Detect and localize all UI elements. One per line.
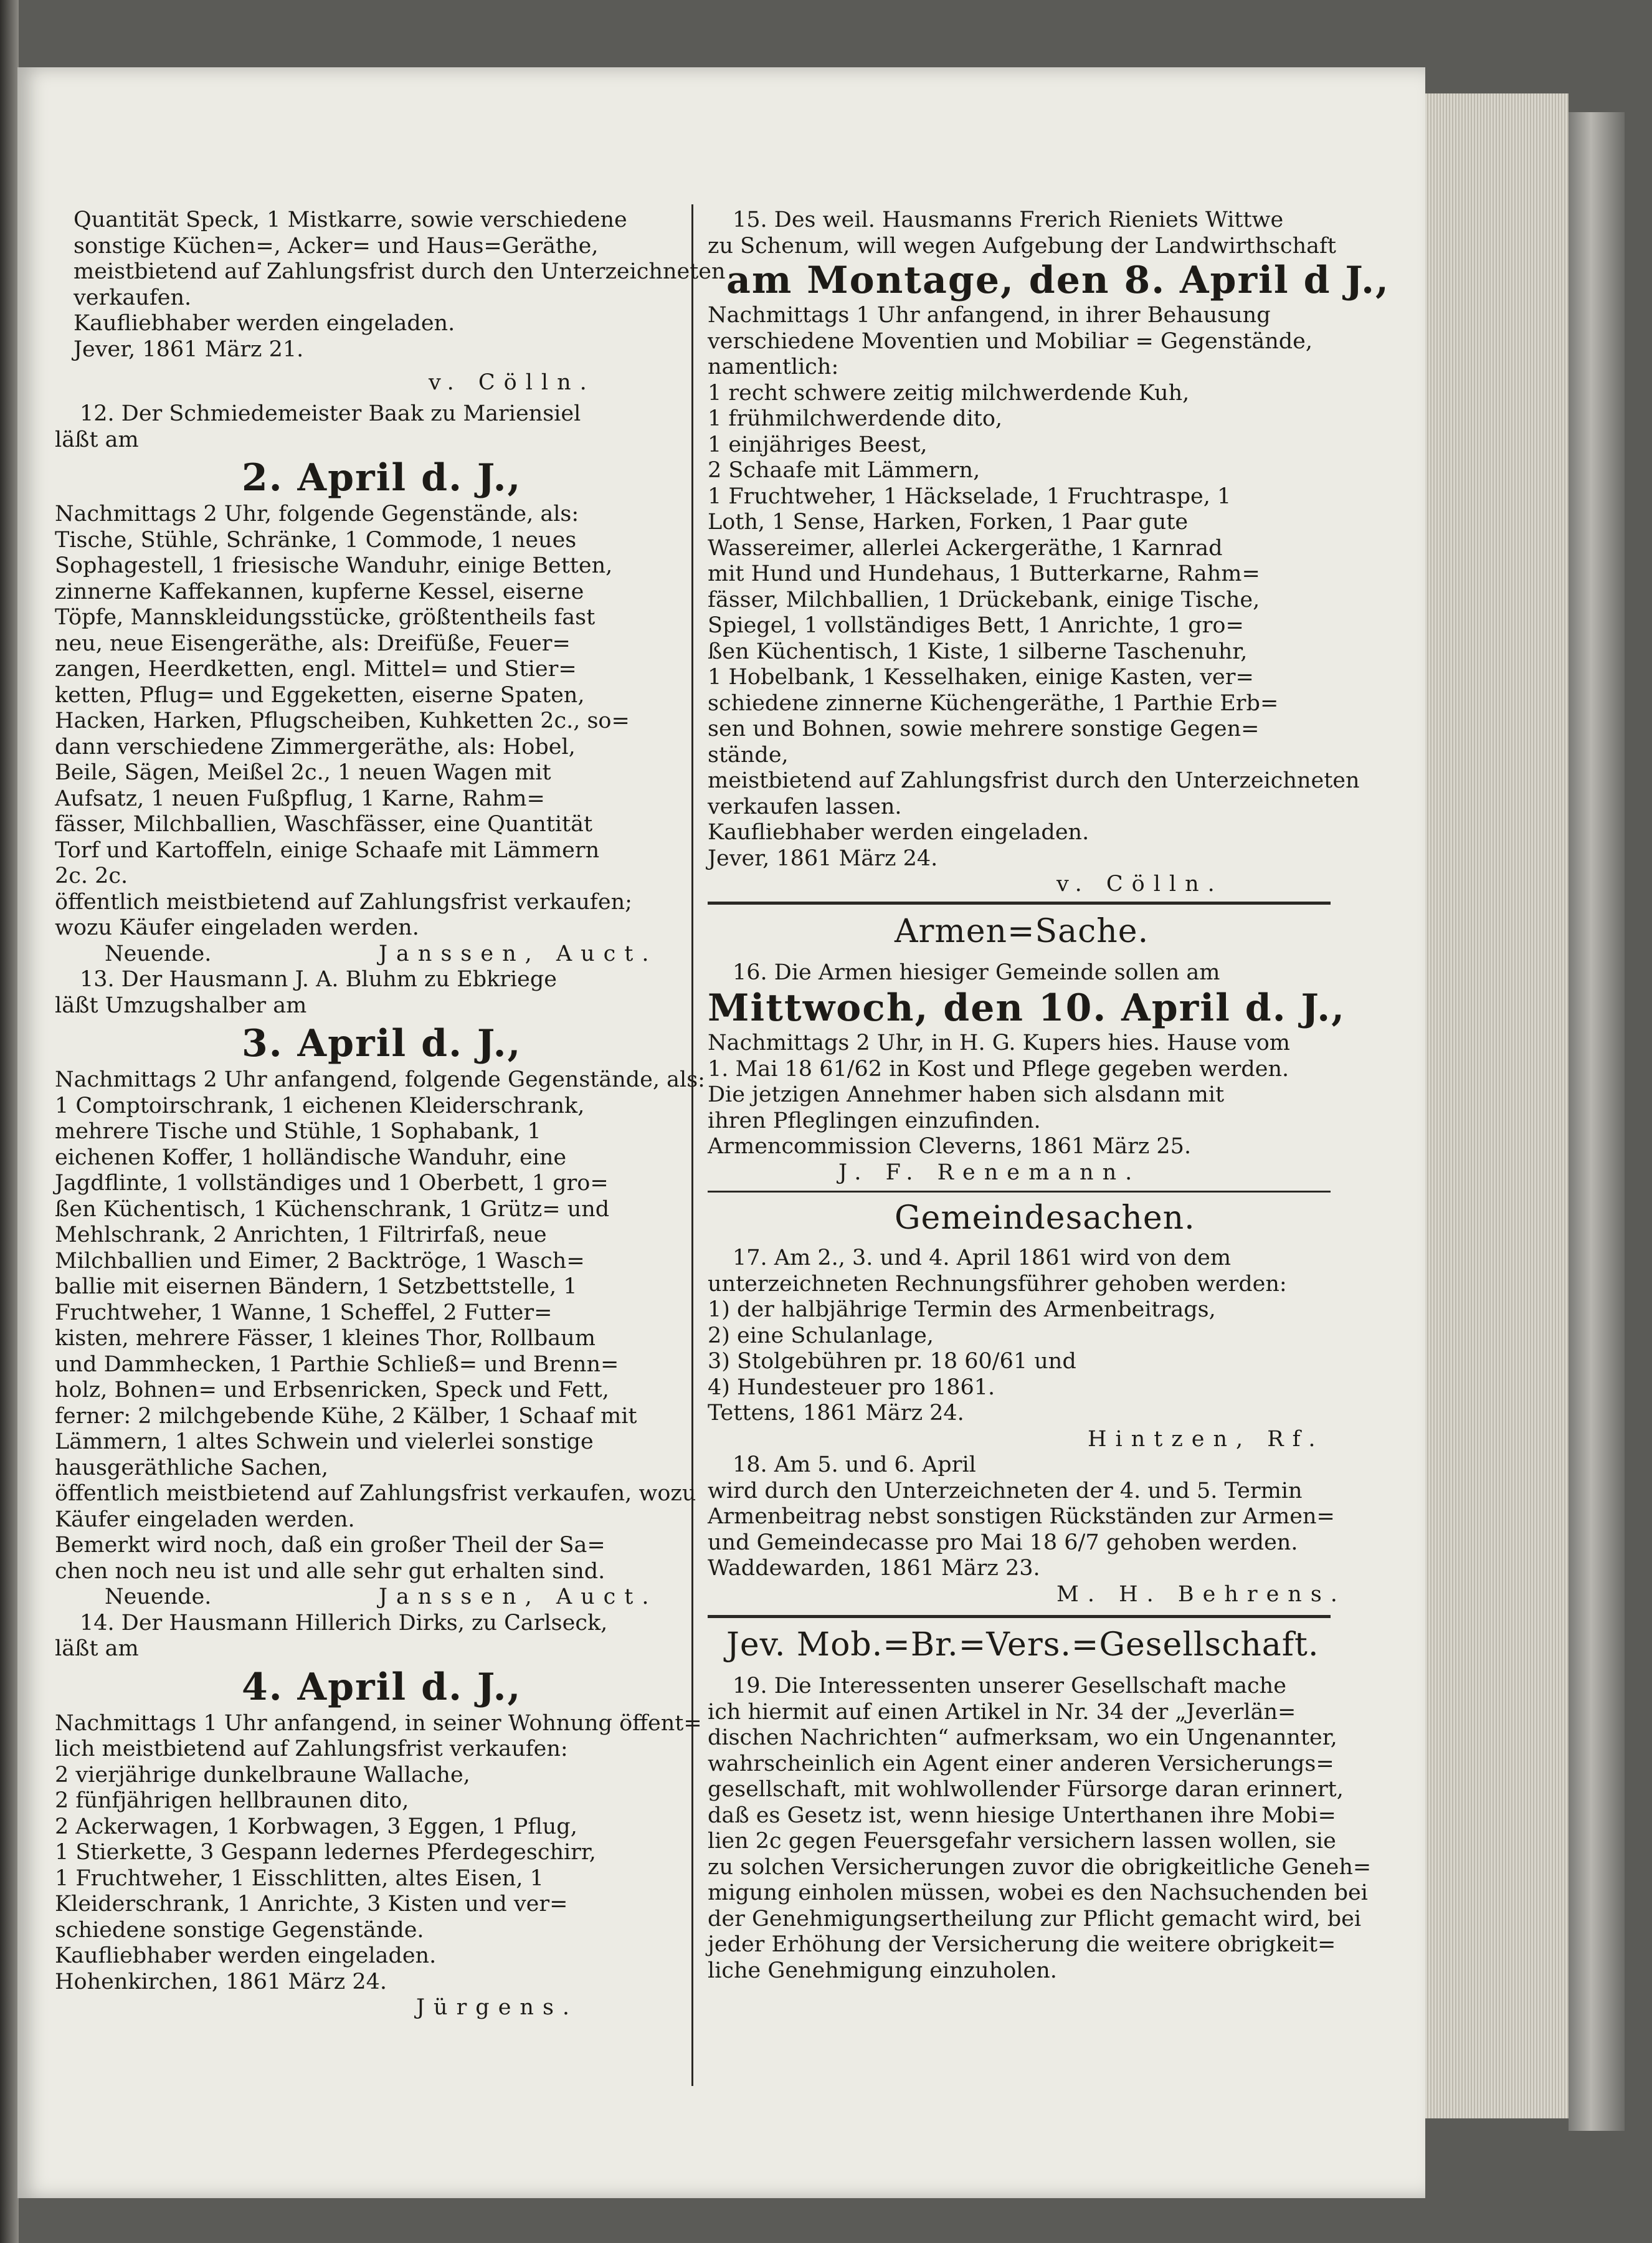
- ad-text: schiedene zinnerne Küchengeräthe, 1 Parthie Erb=: [708, 690, 1279, 716]
- ad-text: wird durch den Unterzeichneten der 4. und 5. Termin: [708, 1478, 1303, 1503]
- ad-text: zu solchen Versicherungen zuvor die obrigkeitliche Geneh=: [708, 1854, 1372, 1880]
- ad-text: läßt am: [55, 1636, 139, 1661]
- ad-text: Nachmittags 2 Uhr, folgende Gegenstände, als:: [55, 502, 579, 526]
- ad-text: holz, Bohnen= und Erbsenricken, Speck und Fett,: [55, 1378, 609, 1402]
- ad-text: Nachmittags 2 Uhr, in H. G. Kupers hies. Hause vom: [708, 1031, 1290, 1055]
- page-edges: [1425, 93, 1569, 2118]
- ad-text: Sophagestell, 1 friesische Wanduhr, einige Betten,: [55, 553, 613, 578]
- ad-text: 1 recht schwere zeitig milchwerdende Kuh,: [708, 380, 1190, 406]
- ad-text: Hacken, Harken, Pflugscheiben, Kuhketten 2c., so=: [55, 708, 630, 733]
- ad-text: und Dammhecken, 1 Parthie Schließ= und Brenn=: [55, 1351, 619, 1377]
- ad-text: 19. Die Interessenten unserer Gesellschaft mache: [733, 1674, 1286, 1698]
- ad-text: 2 fünfjährigen hellbraunen dito,: [55, 1788, 409, 1813]
- signature: J. F. Renemann.: [838, 1160, 1141, 1185]
- ad-text: ich hiermit auf einen Artikel in Nr. 34 der „Jeverlän=: [708, 1699, 1296, 1725]
- auction-date: am Montage, den 8. April d J.,: [726, 259, 1390, 302]
- ad-text: 12. Der Schmiedemeister Baak zu Mariensiel: [80, 401, 581, 426]
- ad-text: Waddewarden, 1861 März 23.: [708, 1556, 1040, 1581]
- ad-text: Kaufliebhaber werden eingeladen.: [74, 311, 455, 336]
- ad-text: ßen Küchentisch, 1 Küchenschrank, 1 Grütz= und: [55, 1196, 610, 1222]
- section-rule: [708, 902, 1331, 905]
- ad-text: wahrscheinlich ein Agent einer anderen Versicherungs=: [708, 1751, 1334, 1776]
- ad-text: fässer, Milchballien, Waschfässer, eine Quantität: [55, 812, 593, 837]
- ad-text: Töpfe, Mannskleidungsstücke, größtentheils fast: [55, 605, 596, 630]
- ad-text: Nachmittags 2 Uhr anfangend, folgende Gegenstände, als:: [55, 1067, 705, 1092]
- ad-text: ferner: 2 milchgebende Kühe, 2 Kälber, 1 Schaaf mit: [55, 1403, 637, 1429]
- ad-text: läßt am: [55, 427, 139, 452]
- section-rule: [708, 1191, 1331, 1193]
- ad-text: chen noch neu ist und alle sehr gut erhalten sind.: [55, 1558, 605, 1584]
- ad-text: 1 einjähriges Beest,: [708, 432, 928, 457]
- ad-text: 1 Hobelbank, 1 Kesselhaken, einige Kasten, ver=: [708, 665, 1254, 690]
- ad-text: zinnerne Kaffekannen, kupferne Kessel, eiserne: [55, 579, 584, 604]
- ad-text: Jagdflinte, 1 vollständiges und 1 Oberbett, 1 gro=: [55, 1171, 609, 1196]
- signature: Jürgens.: [416, 1995, 579, 2020]
- section-heading: Gemeindesachen.: [895, 1199, 1195, 1237]
- signature: v. Cölln.: [1056, 872, 1223, 897]
- ad-text: 17. Am 2., 3. und 4. April 1861 wird von dem: [733, 1245, 1232, 1270]
- ad-text: Jever, 1861 März 24.: [708, 845, 938, 871]
- ad-text: sonstige Küchen=, Acker= und Haus=Geräthe,: [74, 233, 599, 259]
- ad-heading: 18. Am 5. und 6. April: [733, 1452, 976, 1477]
- ad-text: Die jetzigen Annehmer haben sich alsdann mit: [708, 1082, 1225, 1107]
- ad-text: 1 Stierkette, 3 Gespann ledernes Pferdegeschirr,: [55, 1840, 596, 1865]
- auction-date: Mittwoch, den 10. April d. J.,: [708, 986, 1346, 1030]
- ad-text: gesellschaft, mit wohlwollender Fürsorge daran erinnert,: [708, 1777, 1344, 1802]
- signature: Janssen, Auct.: [379, 1584, 658, 1609]
- ad-text: 2 vierjährige dunkelbraune Wallache,: [55, 1762, 470, 1788]
- ad-text: eichenen Koffer, 1 holländische Wanduhr, eine: [55, 1145, 567, 1170]
- signature: Hintzen, Rf.: [1088, 1426, 1324, 1452]
- ad-text: verschiedene Moventien und Mobiliar = Gegenstände,: [708, 328, 1313, 354]
- ad-text: Quantität Speck, 1 Mistkarre, sowie verschiedene: [74, 207, 627, 232]
- ad-text: 1. Mai 18 61/62 in Kost und Pflege gegeben werden.: [708, 1056, 1289, 1082]
- ad-text: Jever, 1861 März 21.: [74, 336, 304, 362]
- ad-text: Tische, Stühle, Schränke, 1 Commode, 1 neues: [55, 527, 577, 553]
- ad-text: der Genehmigungsertheilung zur Pflicht gemacht wird, bei: [708, 1906, 1362, 1931]
- ad-text: 1 Fruchtweher, 1 Eisschlitten, altes Eisen, 1: [55, 1865, 544, 1891]
- ad-text: ketten, Pflug= und Eggeketten, eiserne Spaten,: [55, 682, 585, 708]
- ad-text: 14. Der Hausmann Hillerich Dirks, zu Carlseck,: [80, 1610, 608, 1636]
- ad-text: Hohenkirchen, 1861 März 24.: [55, 1969, 387, 1994]
- ad-text: lich meistbietend auf Zahlungsfrist verkaufen:: [55, 1736, 568, 1761]
- ad-text: Kaufliebhaber werden eingeladen.: [708, 820, 1089, 845]
- ad-text: Tettens, 1861 März 24.: [708, 1401, 964, 1426]
- ad-text: unterzeichneten Rechnungsführer gehoben werden:: [708, 1271, 1287, 1297]
- ad-text: verkaufen.: [74, 285, 192, 310]
- ad-text: 2) eine Schulanlage,: [708, 1323, 934, 1348]
- ad-text: 1 frühmilchwerdende dito,: [708, 406, 1003, 431]
- ad-text: 4) Hundesteuer pro 1861.: [708, 1374, 995, 1400]
- ad-text: Fruchtweher, 1 Wanne, 1 Scheffel, 2 Futter=: [55, 1300, 553, 1325]
- ad-text: migung einholen müssen, wobei es den Nachsuchenden bei: [708, 1880, 1368, 1905]
- ad-text: Aufsatz, 1 neuen Fußpflug, 1 Karne, Rahm=: [55, 786, 545, 811]
- ad-text: neu, neue Eisengeräthe, als: Dreifüße, Feuer=: [55, 631, 571, 656]
- ad-text: zu Schenum, will wegen Aufgebung der Landwirthschaft: [708, 233, 1337, 259]
- ad-text: 1) der halbjährige Termin des Armenbeitrags,: [708, 1297, 1216, 1322]
- book-cover-edge: [1569, 112, 1625, 2131]
- ad-text: schiedene sonstige Gegenstände.: [55, 1917, 424, 1943]
- ad-text: zangen, Heerdketten, engl. Mittel= und Stier=: [55, 657, 577, 682]
- ad-text: Torf und Kartoffeln, einige Schaafe mit Lämmern: [55, 837, 600, 863]
- ad-text: Milchballien und Eimer, 2 Backtröge, 1 Wasch=: [55, 1248, 585, 1274]
- ad-text: mehrere Tische und Stühle, 1 Sophabank, 1: [55, 1119, 541, 1144]
- ad-text: Armencommission Cleverns, 1861 März 25.: [708, 1134, 1192, 1159]
- ad-text: ballie mit eisernen Bändern, 1 Setzbettstelle, 1: [55, 1274, 577, 1299]
- ad-text: daß es Gesetz ist, wenn hiesige Unterthanen ihre Mobi=: [708, 1802, 1336, 1828]
- signature: Janssen, Auct.: [379, 941, 658, 966]
- ad-text: kisten, mehrere Fässer, 1 kleines Thor, Rollbaum: [55, 1326, 596, 1351]
- ad-text: jeder Erhöhung der Versicherung die weitere obrigkeit=: [708, 1932, 1336, 1957]
- ad-text: 16. Die Armen hiesiger Gemeinde sollen am: [733, 960, 1220, 985]
- ad-text: Mehlschrank, 2 Anrichten, 1 Filtrirfaß, neue: [55, 1222, 547, 1247]
- ad-text: und Gemeindecasse pro Mai 18 6/7 gehoben werden.: [708, 1530, 1298, 1555]
- ad-text: sen und Bohnen, sowie mehrere sonstige Gegen=: [708, 717, 1260, 741]
- ad-text: Armenbeitrag nebst sonstigen Rückständen zur Armen=: [708, 1504, 1335, 1529]
- ad-text: Kleiderschrank, 1 Anrichte, 3 Kisten und ver=: [55, 1892, 568, 1917]
- ad-text: läßt Umzugshalber am: [55, 993, 307, 1018]
- ad-text: Nachmittags 1 Uhr anfangend, in seiner Wohnung öffent=: [55, 1710, 702, 1736]
- ad-text: 2 Schaafe mit Lämmern,: [708, 458, 980, 483]
- signature: v. Cölln.: [429, 370, 596, 395]
- place: Neuende.: [105, 941, 212, 966]
- ad-text: dischen Nachrichten“ aufmerksam, wo ein Ungenannter,: [708, 1725, 1337, 1750]
- ad-text: stände,: [708, 742, 789, 768]
- ad-text: Spiegel, 1 vollständiges Bett, 1 Anrichte, 1 gro=: [708, 613, 1244, 638]
- ad-text: 2 Ackerwagen, 1 Korbwagen, 3 Eggen, 1 Pflug,: [55, 1814, 577, 1839]
- auction-date: 2. April d. J.,: [242, 456, 522, 500]
- ad-text: meistbietend auf Zahlungsfrist durch den Unterzeichneten: [74, 259, 726, 284]
- ad-text: Kaufliebhaber werden eingeladen.: [55, 1943, 437, 1968]
- ad-text: öffentlich meistbietend auf Zahlungsfrist verkaufen, wozu: [55, 1481, 696, 1506]
- newspaper-page: [17, 67, 1425, 2198]
- auction-date: 3. April d. J.,: [242, 1022, 522, 1065]
- ad-text: Nachmittags 1 Uhr anfangend, in ihrer Behausung: [708, 303, 1271, 328]
- ad-text: Lämmern, 1 altes Schwein und vielerlei sonstige: [55, 1429, 594, 1454]
- ad-text: liche Genehmigung einzuholen.: [708, 1958, 1057, 1983]
- ad-text: dann verschiedene Zimmergeräthe, als: Hobel,: [55, 734, 576, 760]
- ad-text: 15. Des weil. Hausmanns Frerich Rieniets Wittwe: [733, 207, 1284, 232]
- ad-text: mit Hund und Hundehaus, 1 Butterkarne, Rahm=: [708, 561, 1260, 586]
- ad-text: 1 Comptoirschrank, 1 eichenen Kleiderschrank,: [55, 1093, 585, 1118]
- ad-text: wozu Käufer eingeladen werden.: [55, 915, 419, 940]
- ad-text: 3) Stolgebühren pr. 18 60/61 und: [708, 1349, 1076, 1374]
- book-gutter-shadow: [0, 0, 19, 2243]
- auction-date: 4. April d. J.,: [242, 1665, 522, 1709]
- ad-text: Loth, 1 Sense, Harken, Forken, 1 Paar gute: [708, 510, 1189, 535]
- section-heading: Jev. Mob.=Br.=Vers.=Gesellschaft.: [726, 1626, 1319, 1664]
- section-heading: Armen=Sache.: [895, 912, 1149, 950]
- ad-text: ßen Küchentisch, 1 Kiste, 1 silberne Taschenuhr,: [708, 639, 1248, 664]
- place: Neuende.: [105, 1584, 212, 1609]
- ad-text: fässer, Milchballien, 1 Drückebank, einige Tische,: [708, 587, 1260, 612]
- ad-text: Käufer eingeladen werden.: [55, 1507, 355, 1532]
- ad-text: 13. Der Hausmann J. A. Bluhm zu Ebkriege: [80, 967, 558, 992]
- ad-text: 1 Fruchtweher, 1 Häckselade, 1 Fruchtraspe, 1: [708, 483, 1232, 509]
- ad-text: ihren Pfleglingen einzufinden.: [708, 1108, 1041, 1133]
- ad-text: meistbietend auf Zahlungsfrist durch den Unterzeichneten: [708, 768, 1360, 793]
- ad-text: Wassereimer, allerlei Ackergeräthe, 1 Karnrad: [708, 535, 1223, 561]
- ad-text: verkaufen lassen.: [708, 794, 902, 819]
- ad-text: lien 2c gegen Feuersgefahr versichern lassen wollen, sie: [708, 1829, 1336, 1854]
- section-rule: [708, 1615, 1331, 1618]
- ad-text: öffentlich meistbietend auf Zahlungsfrist verkaufen;: [55, 889, 632, 915]
- ad-text: namentlich:: [708, 355, 839, 379]
- column-divider: [691, 204, 693, 2086]
- signature: M. H. Behrens.: [1056, 1581, 1346, 1607]
- ad-text: hausgeräthliche Sachen,: [55, 1455, 328, 1480]
- ad-text: 2c. 2c.: [55, 864, 128, 888]
- ad-text: Beile, Sägen, Meißel 2c., 1 neuen Wagen mit: [55, 760, 551, 785]
- ad-text: Bemerkt wird noch, daß ein großer Theil der Sa=: [55, 1533, 605, 1558]
